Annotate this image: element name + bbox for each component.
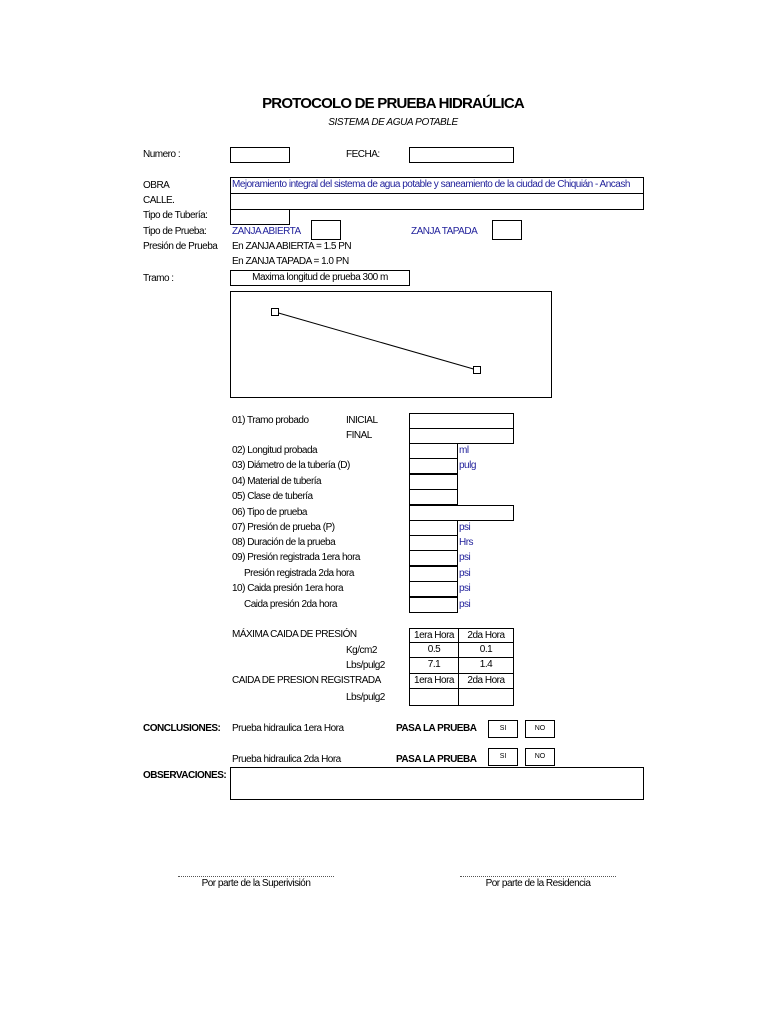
item-02-label: 02) Longitud probada [232,445,318,456]
residencia-signature-line [460,876,616,877]
item-01-inicial-label: INICIAL [346,415,378,426]
residencia-signature-label: Por parte de la Residencia [485,878,591,889]
fecha-label: FECHA: [346,149,380,160]
tramo-value: Maxima longitud de prueba 300 m [252,272,388,283]
reg-lbs-label: Lbs/pulg2 [346,692,385,703]
supervision-signature-line [178,876,334,877]
zanja-abierta-checkbox[interactable] [311,220,341,240]
item-08-label: 08) Duración de la prueba [232,537,336,548]
item-10b-label: Caida presión 2da hora [244,599,337,610]
conclusiones-label: CONCLUSIONES: [143,723,221,734]
observaciones-label: OBSERVACIONES: [143,770,227,781]
calle-field[interactable] [230,193,644,210]
item-10a-label: 10) Caida presión 1era hora [232,583,344,594]
kg-1era-value: 0.5 [409,642,459,658]
presion-1era-field[interactable] [409,550,458,566]
lbs-1era-value: 7.1 [409,657,459,674]
item-05-label: 05) Clase de tubería [232,491,313,502]
reg-col1: 1era Hora [409,673,459,689]
no-2da-button[interactable]: NO [525,748,555,766]
presion-abierta-text: En ZANJA ABIERTA = 1.5 PN [232,241,352,252]
tramo-diagram-svg [231,292,551,397]
si-1era-button[interactable]: SI [488,720,518,738]
unit-hrs: Hrs [459,537,474,548]
presion-tapada-text: En ZANJA TAPADA = 1.0 PN [232,256,349,267]
numero-field[interactable] [230,147,290,163]
unit-pulg: pulg [459,460,476,471]
longitud-field[interactable] [409,443,458,459]
tramo-start-node [272,309,279,316]
tipo-tuberia-label: Tipo de Tubería: [143,210,208,221]
caida-registrada-label: CAIDA DE PRESION REGISTRADA [232,675,381,686]
unit-ml: ml [459,445,469,456]
fecha-field[interactable] [409,147,514,163]
no-1era-button[interactable]: NO [525,720,555,738]
reg-col2: 2da Hora [458,673,514,689]
max-caida-col2: 2da Hora [458,628,514,643]
si-2da-button[interactable]: SI [488,748,518,766]
tramo-line [275,312,477,370]
unit-psi-09b: psi [459,568,471,579]
prueba-2da-label: Prueba hidraulica 2da Hora [232,754,341,765]
item-04-label: 04) Material de tubería [232,476,322,487]
reg-lbs-1era-field[interactable] [409,688,459,706]
tipo-prueba-label: Tipo de Prueba: [143,226,207,237]
caida-1era-field[interactable] [409,581,458,597]
prueba-1era-label: Prueba hidraulica 1era Hora [232,723,344,734]
item-09b-label: Presión registrada 2da hora [244,568,354,579]
presion-2da-field[interactable] [409,566,458,582]
zanja-tapada-checkbox[interactable] [492,220,522,240]
tramo-end-node [474,367,481,374]
numero-label: Numero : [143,149,181,160]
clase-field[interactable] [409,489,458,505]
zanja-abierta-label: ZANJA ABIERTA [232,226,301,237]
max-caida-label: MÁXIMA CAIDA DE PRESIÓN [232,629,357,640]
pasa-prueba-1era-label: PASA LA PRUEBA [396,723,477,734]
tramo-inicial-field[interactable] [409,413,514,429]
duracion-field[interactable] [409,535,458,551]
unit-psi-10a: psi [459,583,471,594]
lbs-2da-value: 1.4 [458,657,514,674]
reg-lbs-2da-field[interactable] [458,688,514,706]
max-caida-col1: 1era Hora [409,628,459,643]
presion-prueba-field[interactable] [409,520,458,536]
item-01-final-label: FINAL [346,430,372,441]
kg-2da-value: 0.1 [458,642,514,658]
tramo-label: Tramo : [143,273,174,284]
page-title: PROTOCOLO DE PRUEBA HIDRAÚLICA [262,95,524,112]
presion-prueba-label: Presión de Prueba [143,241,218,252]
item-03-label: 03) Diámetro de la tubería (D) [232,460,350,471]
obra-label: OBRA [143,180,170,191]
tipo-tuberia-field[interactable] [230,209,290,225]
obra-value: Mejoramiento integral del sistema de agua potable y saneamiento de la ciudad de Chiquián - Ancash [232,179,630,190]
kg-label: Kg/cm2 [346,645,377,656]
item-07-label: 07) Presión de prueba (P) [232,522,335,533]
page-subtitle: SISTEMA DE AGUA POTABLE [328,117,458,128]
diametro-field[interactable] [409,458,458,474]
lbs-label: Lbs/pulg2 [346,660,385,671]
caida-2da-field[interactable] [409,597,458,613]
observaciones-field[interactable] [230,767,644,800]
item-01-label: 01) Tramo probado [232,415,309,426]
material-field[interactable] [409,474,458,490]
unit-psi-10b: psi [459,599,471,610]
zanja-tapada-label: ZANJA TAPADA [411,226,478,237]
tipo-prueba-field[interactable] [409,505,514,521]
tramo-final-field[interactable] [409,428,514,444]
item-06-label: 06) Tipo de prueba [232,507,307,518]
item-09a-label: 09) Presión registrada 1era hora [232,552,360,563]
unit-psi-09a: psi [459,552,471,563]
unit-psi-07: psi [459,522,471,533]
supervision-signature-label: Por parte de la Superivisión [201,878,311,889]
tramo-diagram [230,291,552,398]
calle-label: CALLE. [143,195,175,206]
pasa-prueba-2da-label: PASA LA PRUEBA [396,754,477,765]
